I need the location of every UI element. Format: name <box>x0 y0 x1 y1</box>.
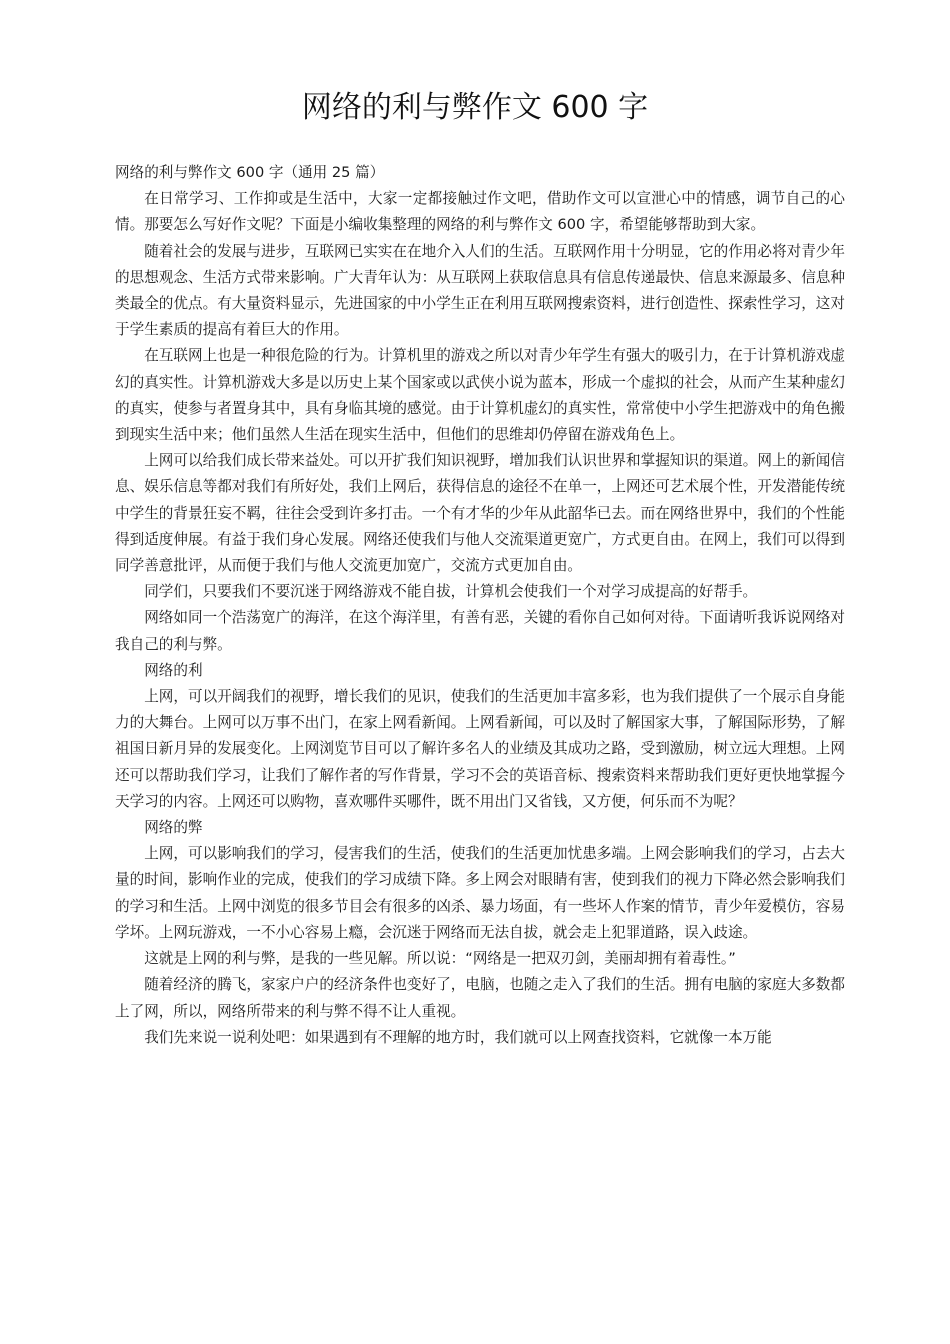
paragraph: 上网，可以影响我们的学习，侵害我们的生活，使我们的生活更加忧患多端。上网会影响我们的学习，占去大量的时间，影响作业的完成，使我们的学习成绩下降。多上网会对眼睛有害，使到我们的视力下降必然会影响我们的学习和生活。上网中浏览的很多节目会有很多的凶杀、暴力场面，有一些坏人作案的情节，青少年爱模仿，容易学坏。上网玩游戏，一不小心容易上瘾，会沉迷于网络而无法自拔，就会走上犯罪道路，误入歧途。 <box>115 845 845 941</box>
document-body <box>115 160 845 1051</box>
paragraph: 上网可以给我们成长带来益处。可以开扩我们知识视野，增加我们认识世界和掌握知识的渠道。网上的新闻信息、娱乐信息等都对我们有所好处，我们上网后，获得信息的途径不在单一，上网还可艺术展个性，开发潜能传统中学生的背景狂妄不羁，往往会受到许多打击。一个有才华的少年从此韶华已去。而在网络世界中，我们的个性能得到适度伸展。有益于我们身心发展。网络还使我们与他人交流渠道更宽广，方式更自由。在网上，我们可以得到同学善意批评，从而便于我们与他人交流更加宽广，交流方式更加自由。 <box>115 452 845 575</box>
paragraph: 上网，可以开阔我们的视野，增长我们的见识，使我们的生活更加丰富多彩，也为我们提供了一个展示自身能力的大舞台。上网可以万事不出门，在家上网看新闻。上网看新闻，可以及时了解国家大事，了解国际形势，了解祖国日新月异的发展变化。上网浏览节目可以了解许多名人的业绩及其成功之路，受到激励，树立远大理想。上网还可以帮助我们学习，让我们了解作者的写作背景，学习不会的英语音标、搜索资料来帮助我们更好更快地掌握今天学习的内容。上网还可以购物，喜欢哪件买哪件，既不用出门又省钱，又方便，何乐而不为呢？ <box>115 688 845 810</box>
paragraph: 同学们，只要我们不要沉迷于网络游戏不能自拔，计算机会使我们一个对学习成提高的好帮手。 <box>144 583 758 601</box>
section-heading-disadvantages: 网络的弊 <box>144 819 203 837</box>
paragraph: 随着经济的腾飞，家家户户的经济条件也变好了，电脑，也随之走入了我们的生活。拥有电脑的家庭大多数都上了网，所以，网络所带来的利与弊不得不让人重视。 <box>115 976 845 1020</box>
paragraph: 在互联网上也是一种很危险的行为。计算机里的游戏之所以对青少年学生有强大的吸引力，在于计算机游戏虚幻的真实性。计算机游戏大多是以历史上某个国家或以武侠小说为蓝本，形成一个虚拟的社会，从而产生某种虚幻的真实，使参与者置身其中，具有身临其境的感觉。由于计算机虚幻的真实性，常常使中小学生把游戏中的角色搬到现实生活中来；他们虽然人生活在现实生活中，但他们的思维却仍停留在游戏角色上。 <box>115 347 845 444</box>
paragraph: 随着社会的发展与进步，互联网已实实在在地介入人们的生活。互联网作用十分明显，它的作用必将对青少年的思想观念、生活方式带来影响。广大青年认为：从互联网上获取信息具有信息传递最快、信息来源最多、信息种类最全的优点。有大量资料显示，先进国家的中小学生正在利用互联网搜索资料，进行创造性、探索性学习，这对于学生素质的提高有着巨大的作用。 <box>115 242 845 339</box>
paragraph: 这就是上网的利与弊，是我的一些见解。所以说：“网络是一把双刃剑，美丽却拥有着毒性。” <box>144 950 736 968</box>
paragraph-intro: 在日常学习、工作抑或是生活中，大家一定都接触过作文吧，借助作文可以宣泄心中的情感，调节自己的心情。那要怎么写好作文呢？下面是小编收集整理的网络的利与弊作文 600 字，希望能够帮助到大家。 <box>115 190 845 234</box>
paragraph: 网络如同一个浩荡宽广的海洋，在这个海洋里，有善有恶，关键的看你自己如何对待。下面请听我诉说网络对我自己的利与弊。 <box>115 609 845 653</box>
document-subtitle: 网络的利与弊作文 600 字（通用 25 篇） <box>115 164 385 181</box>
paragraph: 我们先来说一说利处吧：如果遇到有不理解的地方时，我们就可以上网查找资料，它就像一本万能 <box>144 1028 772 1046</box>
document-title: 网络的利与弊作文 600 字 <box>301 90 649 125</box>
section-heading-advantages: 网络的利 <box>144 661 203 679</box>
